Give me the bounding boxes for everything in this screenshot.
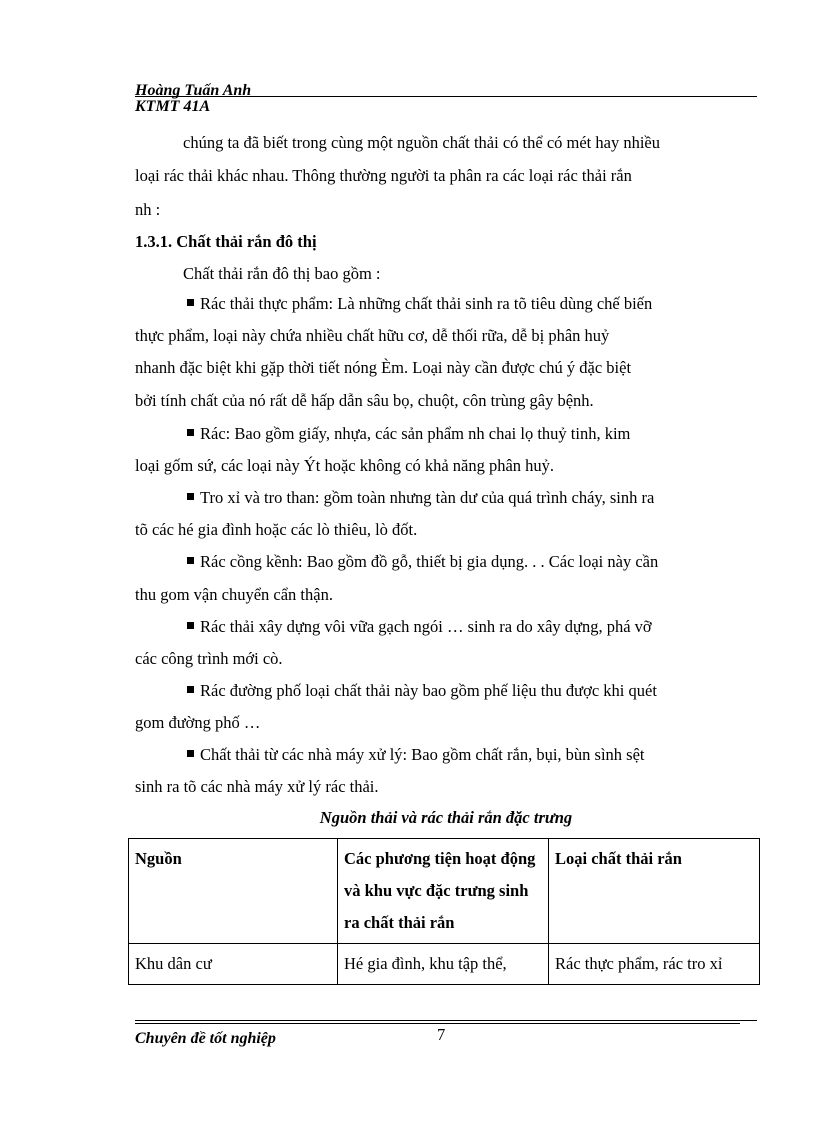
table-header-row [129, 839, 760, 944]
bullet-continuation: bởi tính chất của nó rất dễ hấp dẫn sâu bọ, chuột, côn trùng gây bệnh. [135, 391, 594, 410]
bullet-continuation: gom đường phố … [135, 713, 261, 732]
table-caption: Nguồn thải và rác thải rắn đặc trưng [319, 808, 573, 827]
table-header-cell: Loại chất thải rắn [549, 839, 760, 944]
section-intro: Chất thải rắn đô thị bao gồm : [183, 264, 381, 283]
bullet-continuation: tõ các hé gia đình hoặc các lò thiêu, lò đốt. [135, 520, 418, 539]
intro-line: nh : [135, 200, 161, 219]
table-header-cell: Các phương tiện hoạt động và khu vực đặc trưng sinh ra chất thải rắn [338, 839, 549, 944]
section-heading: 1.3.1. Chất thải rắn đô thị [135, 232, 317, 251]
header-author: Hoàng Tuấn Anh [135, 82, 252, 99]
footer-rule [135, 1020, 757, 1021]
table-cell: Hé gia đình, khu tập thể, [338, 944, 549, 985]
bullet-continuation: sinh ra tõ các nhà máy xử lý rác thải. [135, 777, 379, 796]
table-header-cell: Nguồn [129, 839, 338, 944]
table-cell: Khu dân cư [129, 944, 338, 985]
waste-source-table [128, 838, 760, 985]
bullet-text: Rác thải thực phẩm: Là những chất thải sinh ra tõ tiêu dùng chế biến [200, 294, 653, 313]
bullet-item [187, 745, 645, 765]
bullet-continuation: thực phẩm, loại này chứa nhiều chất hữu cơ, dễ thối rữa, dễ bị phân huỷ [135, 326, 610, 345]
bullet-text: Rác: Bao gồm giấy, nhựa, các sản phẩm nh chai lọ thuỷ tinh, kim [200, 424, 631, 443]
bullet-text: Rác thải xây dựng vôi vữa gạch ngói … sinh ra do xây dựng, phá vỡ [200, 617, 652, 636]
bullet-continuation: thu gom vận chuyển cẩn thận. [135, 585, 333, 604]
bullet-marker [187, 557, 194, 564]
bullet-marker [187, 429, 194, 436]
bullet-continuation: loại gốm sứ, các loại này Ýt hoặc không có khả năng phân huỷ. [135, 456, 555, 475]
bullet-marker [187, 686, 194, 693]
table-row [129, 944, 760, 985]
bullet-item [187, 294, 652, 314]
footer-rule [135, 1023, 740, 1024]
table-cell: Rác thực phẩm, rác tro xỉ [549, 944, 760, 985]
bullet-continuation: các công trình mới cò. [135, 649, 283, 668]
intro-line: chúng ta đã biết trong cùng một nguồn chất thải có thể có mét hay nhiều [183, 133, 660, 152]
bullet-continuation: nhanh đặc biệt khi gặp thời tiết nóng Èm. Loại này cần được chú ý đặc biệt [135, 358, 632, 377]
header-rule [135, 96, 757, 97]
bullet-text: Tro xỉ và tro than: gồm toàn nhưng tàn dư của quá trình cháy, sinh ra [200, 488, 655, 507]
bullet-item [187, 617, 652, 637]
bullet-item [187, 552, 658, 572]
page-number: 7 [437, 1025, 446, 1044]
bullet-marker [187, 493, 194, 500]
intro-line: loại rác thải khác nhau. Thông thường người ta phân ra các loại rác thải rắn [135, 166, 632, 185]
bullet-item [187, 424, 630, 444]
bullet-item [187, 488, 654, 508]
bullet-text: Chất thải từ các nhà máy xử lý: Bao gồm chất rắn, bụi, bùn sình sệt [200, 745, 645, 764]
header-class: KTMT 41A [135, 98, 211, 115]
bullet-marker [187, 622, 194, 629]
footer-text: Chuyên đề tốt nghiệp [135, 1030, 276, 1047]
bullet-marker [187, 299, 194, 306]
bullet-text: Rác đường phố loại chất thải này bao gồm phế liệu thu được khi quét [200, 681, 657, 700]
bullet-marker [187, 750, 194, 757]
bullet-item [187, 681, 657, 701]
bullet-text: Rác cồng kềnh: Bao gồm đồ gỗ, thiết bị gia dụng. . . Các loại này cần [200, 552, 659, 571]
